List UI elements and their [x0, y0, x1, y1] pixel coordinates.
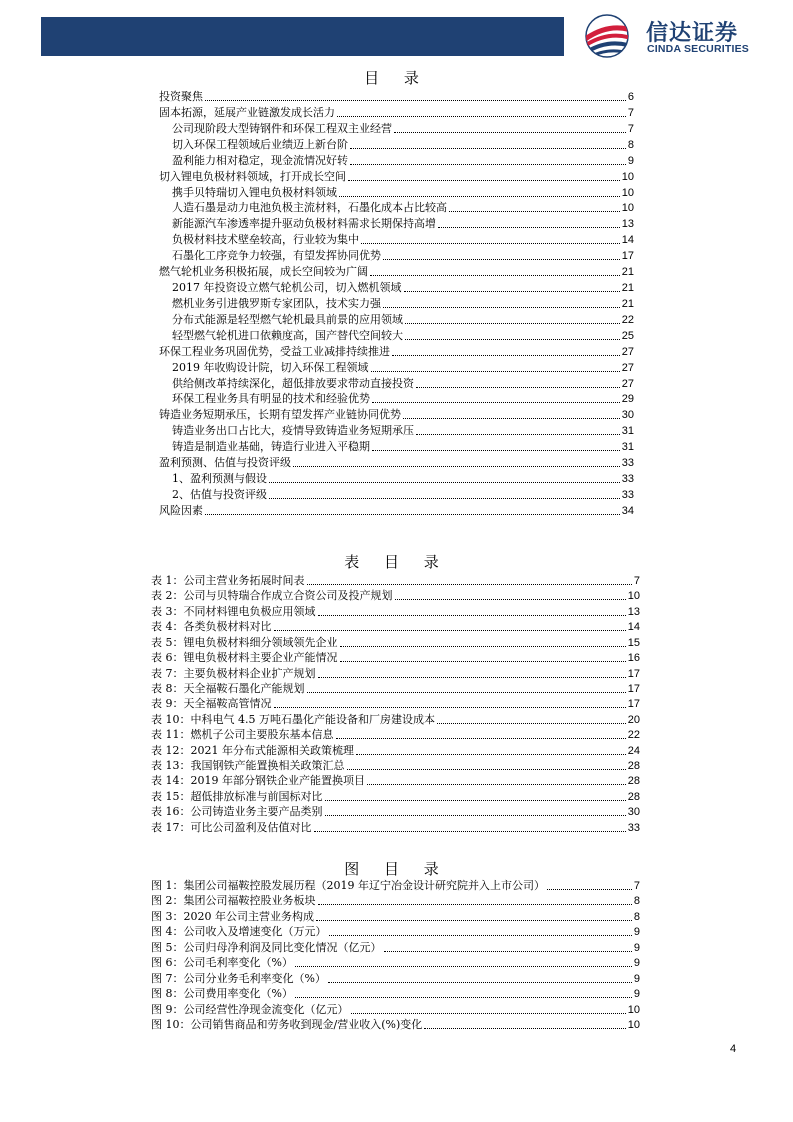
dot-leader — [384, 951, 632, 952]
table-entry-page: 16 — [627, 652, 640, 665]
table-entry[interactable] — [151, 805, 640, 819]
toc-entry-text: 燃气轮机业务积极拓展，成长空间较为广阔 — [159, 265, 368, 279]
dot-leader — [356, 754, 626, 755]
table-entry-page: 33 — [627, 821, 640, 834]
table-entry[interactable] — [151, 744, 640, 758]
toc-entry-page: 31 — [621, 441, 634, 454]
table-entry[interactable] — [151, 774, 640, 788]
table-entry-text: 表 10：中科电气 4.5 万吨石墨化产能设备和厂房建设成本 — [151, 712, 435, 726]
table-entry-page: 28 — [627, 790, 640, 803]
page-number: 4 — [730, 1043, 737, 1055]
toc-entry-page: 34 — [621, 504, 634, 517]
toc-entry-page: 33 — [621, 489, 634, 501]
toc-entry[interactable] — [172, 249, 634, 263]
table-entry-text: 表 8：天全福鞍石墨化产能规划 — [151, 681, 305, 695]
toc-entry-page: 14 — [621, 234, 634, 247]
figure-entry-page: 9 — [633, 957, 640, 970]
toc-entry-text: 人造石墨是动力电池负极主流材料，石墨化成本占比较高 — [172, 201, 447, 215]
dot-leader — [314, 831, 626, 832]
toc-entry[interactable] — [172, 154, 634, 168]
dot-leader — [437, 723, 626, 724]
header-bar — [41, 17, 564, 56]
dot-leader — [361, 243, 620, 244]
toc-entry[interactable] — [172, 424, 634, 438]
table-entry[interactable] — [151, 636, 640, 650]
table-entry-text: 表 5：锂电负极材料细分领域领先企业 — [151, 635, 338, 649]
table-entry-page: 14 — [627, 621, 640, 634]
toc-entry-page: 30 — [621, 409, 634, 422]
toc-entry-text: 公司现阶段大型铸钢件和环保工程双主业经营 — [172, 121, 392, 135]
figure-entry[interactable] — [151, 956, 640, 970]
table-entry-text: 表 12：2021 年分布式能源相关政策梳理 — [151, 743, 354, 757]
figure-entry[interactable] — [151, 879, 640, 893]
figure-entry[interactable] — [151, 941, 640, 955]
toc-entry-page: 7 — [627, 106, 634, 119]
dot-leader — [325, 800, 626, 801]
table-entry[interactable] — [151, 620, 640, 634]
dot-leader — [325, 815, 626, 816]
toc-entry-page: 7 — [627, 122, 634, 135]
figure-entry-page: 9 — [633, 988, 640, 1001]
toc-entry-page: 10 — [621, 202, 634, 215]
toc-entry-text: 环保工程业务具有明显的技术和经验优势 — [172, 392, 370, 406]
toc-entry-page: 31 — [621, 425, 634, 438]
figure-entry[interactable] — [151, 925, 640, 939]
toc-entry-text: 2、估值与投资评级 — [172, 488, 267, 501]
table-entry-text: 表 17：可比公司盈利及估值对比 — [151, 820, 312, 834]
toc-entry-page: 13 — [621, 218, 634, 231]
toc-entry-text: 分布式能源是轻型燃气轮机最具前景的应用领域 — [172, 312, 403, 326]
toc-entry[interactable] — [159, 456, 634, 470]
table-entry-page: 20 — [627, 713, 640, 726]
table-entry-page: 13 — [627, 605, 640, 618]
dot-leader — [307, 584, 632, 585]
table-entry-page: 15 — [627, 636, 640, 649]
cinda-logo-icon — [574, 13, 640, 59]
toc-entry[interactable] — [172, 313, 634, 327]
dot-leader — [336, 738, 626, 739]
logo-chinese: 信达证券 — [646, 21, 739, 46]
figure-entry-text: 图 5：公司归母净利润及同比变化情况（亿元） — [151, 940, 382, 954]
toc-entry-page: 33 — [621, 457, 634, 470]
toc-entry[interactable] — [159, 170, 634, 184]
toc-title: 目 录 — [364, 69, 429, 87]
figure-entry-page: 8 — [633, 910, 640, 923]
toc-entry-page: 9 — [627, 154, 634, 167]
table-entry-text: 表 13：我国钢铁产能置换相关政策汇总 — [151, 759, 345, 773]
dot-leader — [340, 661, 626, 662]
dot-leader — [307, 692, 626, 693]
table-entry-page: 30 — [627, 806, 640, 819]
table-entry[interactable] — [151, 759, 640, 773]
toc-entry[interactable] — [172, 281, 634, 295]
dot-leader — [205, 514, 620, 515]
toc-entry-page: 21 — [621, 282, 634, 295]
figure-entry-page: 9 — [633, 941, 640, 954]
toc-entry-page: 25 — [621, 329, 634, 342]
figure-entry[interactable] — [151, 894, 640, 908]
dot-leader — [350, 164, 626, 165]
toc-entry[interactable] — [159, 106, 634, 120]
toc-entry[interactable] — [172, 201, 634, 215]
toc-entry-text: 铸造业务短期承压，长期有望发挥产业链协同优势 — [159, 408, 401, 422]
toc-entry[interactable] — [172, 361, 634, 375]
table-entry-text: 表 1：公司主营业务拓展时间表 — [151, 574, 305, 587]
toc-entry-text: 铸造是制造业基础，铸造行业进入平稳期 — [172, 440, 370, 454]
table-entry[interactable] — [151, 790, 640, 804]
table-entry-text: 表 4：各类负极材料对比 — [151, 620, 272, 634]
dot-leader — [438, 227, 620, 228]
toc-entry-page: 22 — [621, 313, 634, 326]
toc-entry-page: 10 — [621, 186, 634, 199]
figure-entry[interactable] — [151, 972, 640, 986]
table-entry-page: 17 — [627, 667, 640, 680]
toc-entry-text: 风险因素 — [159, 503, 203, 517]
toc-entry-text: 铸造业务出口占比大，疫情导致铸造业务短期承压 — [172, 424, 414, 438]
table-entry-page: 28 — [627, 760, 640, 773]
table-entry-page: 24 — [627, 744, 640, 757]
dot-leader — [340, 646, 626, 647]
table-entry[interactable] — [151, 589, 640, 603]
toc-entry[interactable] — [159, 408, 634, 422]
toc-entry[interactable] — [172, 488, 634, 502]
dot-leader — [395, 599, 626, 600]
table-entry-page: 28 — [627, 775, 640, 788]
table-entry-text: 表 9：天全福鞍高管情况 — [151, 697, 272, 711]
table-entry[interactable] — [151, 682, 640, 696]
dot-leader — [295, 997, 632, 998]
dot-leader — [371, 371, 620, 372]
dot-leader — [329, 935, 632, 936]
figure-entry-text: 图 1：集团公司福鞍控股发展历程（2019 年辽宁冶金设计研究院并入上市公司） — [151, 879, 545, 892]
figure-entry-text: 图 3：2020 年公司主营业务构成 — [151, 909, 314, 923]
figure-entry-text: 图 6：公司毛利率变化（%） — [151, 956, 293, 970]
table-entry-text: 表 2：公司与贝特瑞合作成立合资公司及投产规划 — [151, 589, 393, 603]
toc-entry[interactable] — [172, 472, 634, 486]
toc-entry-page: 27 — [621, 361, 634, 374]
dot-leader — [269, 498, 620, 499]
dot-leader — [351, 1013, 626, 1014]
cinda-logo — [574, 13, 774, 59]
toc-entry-page: 8 — [627, 138, 634, 151]
toc-entry-page: 29 — [621, 393, 634, 406]
toc-entry-text: 1、盈利预测与假设 — [172, 472, 267, 486]
dot-leader — [274, 707, 626, 708]
figure-entry-text: 图 8：公司费用率变化（%） — [151, 987, 293, 1001]
toc-entry-text: 轻型燃气轮机进口依赖度高，国产替代空间较大 — [172, 328, 403, 342]
table-entry-text: 表 7：主要负极材料企业扩产规划 — [151, 666, 316, 680]
figure-entry-page: 10 — [627, 1003, 640, 1016]
toc-entry[interactable] — [172, 122, 634, 136]
logo-english: CINDA SECURITIES — [647, 43, 749, 55]
dot-leader — [383, 307, 620, 308]
toc-entry-text: 供给侧改革持续深化，超低排放要求带动直接投资 — [172, 376, 414, 390]
toc-entry-text: 负极材料技术壁垒较高，行业较为集中 — [172, 233, 359, 247]
dot-leader — [405, 323, 620, 324]
toc-entry[interactable] — [172, 392, 634, 406]
dot-leader — [328, 982, 632, 983]
toc-entry-page: 6 — [627, 91, 634, 103]
figure-entry-page: 10 — [627, 1018, 640, 1031]
dot-leader — [350, 148, 626, 149]
toc-entry-text: 固本拓源，延展产业链激发成长活力 — [159, 105, 335, 119]
toc-entry[interactable] — [159, 504, 634, 518]
table-entry-text: 表 6：锂电负极材料主要企业产能情况 — [151, 651, 338, 665]
toc-entry-page: 33 — [621, 473, 634, 486]
dot-leader — [367, 784, 626, 785]
toc-entry-text: 2019 年收购设计院，切入环保工程领域 — [172, 360, 369, 374]
toc-entry-page: 27 — [621, 345, 634, 358]
table-entry[interactable] — [151, 713, 640, 727]
table-entry-text: 表 16：公司铸造业务主要产品类别 — [151, 805, 323, 819]
dot-leader — [392, 355, 620, 356]
toc-entry[interactable] — [172, 297, 634, 311]
dot-leader — [424, 1028, 626, 1029]
dot-leader — [205, 100, 626, 101]
figure-entry-page: 7 — [633, 880, 640, 892]
dot-leader — [547, 889, 632, 890]
toc-entry-text: 投资聚焦 — [159, 90, 203, 103]
toc-entry[interactable] — [172, 377, 634, 391]
figure-entry-text: 图 2：集团公司福鞍控股业务板块 — [151, 894, 316, 908]
figure-entry-text: 图 9：公司经营性净现金流变化（亿元） — [151, 1002, 349, 1016]
figure-entry[interactable] — [151, 1003, 640, 1017]
figure-entry[interactable] — [151, 1018, 640, 1032]
table-entry-text: 表 3：不同材料锂电负极应用领域 — [151, 604, 316, 618]
toc-entry-page: 21 — [621, 266, 634, 279]
dot-leader — [370, 275, 620, 276]
toc-entry-text: 盈利预测、估值与投资评级 — [159, 456, 291, 470]
dot-leader — [449, 211, 620, 212]
figure-entry-page: 9 — [633, 926, 640, 939]
dot-leader — [318, 615, 626, 616]
figures-title: 图 目 录 — [344, 860, 449, 878]
table-entry-page: 22 — [627, 729, 640, 742]
dot-leader — [347, 769, 626, 770]
toc-entry-text: 2017 年投资设立燃气轮机公司，切入燃机领域 — [172, 281, 402, 295]
toc-entry-page: 27 — [621, 377, 634, 390]
toc-entry-text: 石墨化工序竞争力较强，有望发挥协同优势 — [172, 249, 381, 263]
dot-leader — [318, 677, 626, 678]
figure-entry-text: 图 4：公司收入及增速变化（万元） — [151, 925, 327, 939]
tables-title: 表 目 录 — [344, 553, 449, 571]
dot-leader — [405, 339, 620, 340]
toc-entry[interactable] — [172, 186, 634, 200]
figure-entry-page: 8 — [633, 895, 640, 908]
toc-entry-text: 燃机业务引进俄罗斯专家团队，技术实力强 — [172, 296, 381, 310]
table-entry-page: 17 — [627, 698, 640, 711]
toc-entry[interactable] — [172, 329, 634, 343]
dot-leader — [348, 180, 620, 181]
toc-entry[interactable] — [159, 265, 634, 279]
toc-entry-text: 切入环保工程领域后业绩迈上新台阶 — [172, 137, 348, 151]
dot-leader — [394, 132, 626, 133]
dot-leader — [416, 434, 620, 435]
figure-entry[interactable] — [151, 910, 640, 924]
toc-entry[interactable] — [159, 90, 634, 104]
figure-entry[interactable] — [151, 987, 640, 1001]
table-entry[interactable] — [151, 605, 640, 619]
table-entry-page: 17 — [627, 682, 640, 695]
table-entry[interactable] — [151, 667, 640, 681]
table-entry-text: 表 14：2019 年部分钢铁企业产能置换项目 — [151, 774, 365, 788]
toc-entry-text: 盈利能力相对稳定，现金流情况好转 — [172, 153, 348, 167]
dot-leader — [372, 402, 620, 403]
toc-entry[interactable] — [172, 233, 634, 247]
table-entry-page: 7 — [633, 575, 640, 587]
table-entry[interactable] — [151, 651, 640, 665]
dot-leader — [403, 418, 620, 419]
dot-leader — [404, 291, 620, 292]
figure-entry-text: 图 10：公司销售商品和劳务收到现金/营业收入(%)变化 — [151, 1017, 423, 1031]
table-entry-text: 表 11：燃机子公司主要股东基本信息 — [151, 728, 334, 742]
table-entry-page: 10 — [627, 590, 640, 603]
dot-leader — [372, 450, 620, 451]
table-entry-text: 表 15：超低排放标准与前国标对比 — [151, 789, 323, 803]
toc-entry-text: 携手贝特瑞切入锂电负极材料领域 — [172, 185, 337, 199]
dot-leader — [316, 920, 632, 921]
table-entry[interactable] — [151, 574, 640, 588]
figure-entry-text: 图 7：公司分业务毛利率变化（%） — [151, 971, 326, 985]
table-entry[interactable] — [151, 697, 640, 711]
toc-entry-text: 新能源汽车渗透率提升驱动负极材料需求长期保持高增 — [172, 217, 436, 231]
dot-leader — [295, 966, 632, 967]
toc-entry[interactable] — [172, 138, 634, 152]
toc-entry-page: 10 — [621, 170, 634, 183]
dot-leader — [318, 904, 632, 905]
toc-entry-page: 21 — [621, 297, 634, 310]
dot-leader — [269, 482, 620, 483]
toc-entry-text: 切入锂电负极材料领域，打开成长空间 — [159, 169, 346, 183]
dot-leader — [416, 387, 620, 388]
dot-leader — [274, 630, 626, 631]
table-entry[interactable] — [151, 728, 640, 742]
toc-entry[interactable] — [159, 345, 634, 359]
dot-leader — [383, 259, 620, 260]
toc-entry[interactable] — [172, 440, 634, 454]
figure-entry-page: 9 — [633, 972, 640, 985]
toc-entry[interactable] — [172, 217, 634, 231]
table-entry[interactable] — [151, 821, 640, 835]
toc-entry-text: 环保工程业务巩固优势，受益工业减排持续推进 — [159, 344, 390, 358]
dot-leader — [339, 196, 620, 197]
dot-leader — [293, 466, 620, 467]
dot-leader — [337, 116, 626, 117]
toc-entry-page: 17 — [621, 250, 634, 263]
